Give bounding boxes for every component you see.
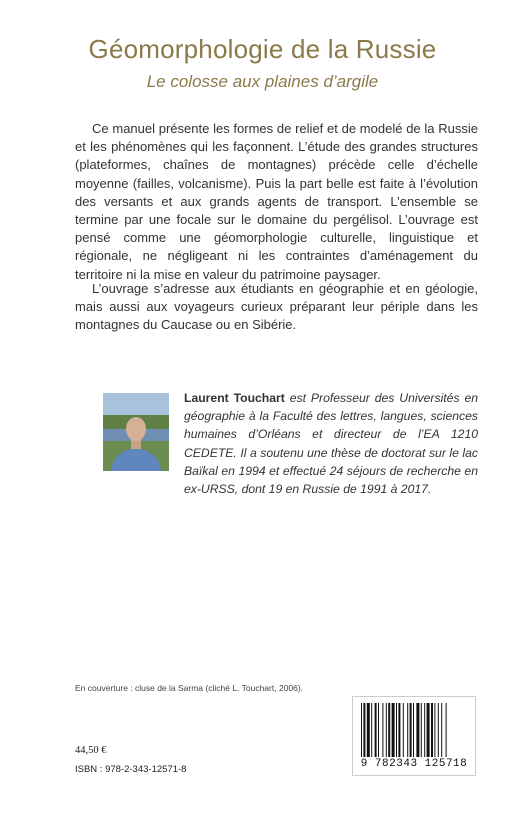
book-title: Géomorphologie de la Russie (88, 34, 437, 64)
barcode-bar (361, 703, 362, 757)
author-photo (103, 393, 169, 471)
barcode-bar (446, 703, 447, 757)
barcode-bars (353, 697, 475, 759)
barcode-bar (427, 703, 430, 757)
barcode-bar (416, 703, 419, 757)
barcode-bar (438, 703, 439, 757)
barcode-bar (407, 703, 408, 757)
author-name: Laurent Touchart (184, 391, 285, 405)
cover-credit: En couverture : cluse de la Sarma (cliché L. Touchart, 2006). (75, 683, 304, 693)
barcode-bar (367, 703, 370, 757)
barcode-bar (378, 703, 379, 757)
barcode-bar (363, 703, 365, 757)
barcode-bar (388, 703, 390, 757)
barcode-bar (421, 703, 422, 757)
barcode-bar (431, 703, 433, 757)
barcode-bar (392, 703, 395, 757)
author-bio (184, 389, 478, 498)
barcode-bar (382, 703, 383, 757)
book-subtitle: Le colosse aux plaines d’argile (146, 72, 379, 91)
barcode-bar (371, 703, 372, 757)
author-bio-text: est Professeur des Universités en géographie à la Faculté des lettres, langues, sciences humaines d’Orléans et directeur de l’EA 1210 CEDETE. Il a soutenu une thèse de doctorat sur le lac Baïkal en 1994 et effectué 24 séjours de recherche en ex-URSS, dont 19 en Russie de 1991 à 2017. (184, 391, 478, 497)
summary-paragraph-2: L’ouvrage s’adresse aux étudiants en géographie et en géologie, mais aussi aux voyageurs curieux préparant leur périple dans les montagnes du Caucase ou en Sibérie. (75, 281, 478, 333)
price: 44,50 € (75, 745, 107, 756)
barcode-bar (396, 703, 397, 757)
barcode-bar (441, 703, 442, 757)
isbn: ISBN : 978-2-343-12571-8 (75, 764, 187, 775)
summary-paragraph-1: Ce manuel présente les formes de relief et de modelé de la Russie et les phénomènes qui les façonnent. L’étude des grandes structures (plateformes, chaînes de montagnes) précède celle d’échelle moyenne (failles, volcanisme). Puis la part belle est faite à l’évolution des versants et aux grands agents de transport. L’ensemble se termine par une focale sur le domaine du pergélisol. L’ouvrage est pensé comme une géomorphologie culturelle, linguistique et régionale, ne négligeant ni les contraintes d’aménagement du territoire ni la mise en valeur du patrimoine paysager. (75, 121, 478, 282)
barcode-bar (386, 703, 387, 757)
barcode (352, 696, 476, 776)
barcode-bar (403, 703, 404, 757)
barcode-bar (434, 703, 435, 757)
barcode-bar (398, 703, 400, 757)
barcode-bar (375, 703, 377, 757)
barcode-bar (424, 703, 425, 757)
barcode-digits: 9 782343 125718 (360, 758, 468, 770)
barcode-bar (413, 703, 414, 757)
barcode-bar (410, 703, 412, 757)
